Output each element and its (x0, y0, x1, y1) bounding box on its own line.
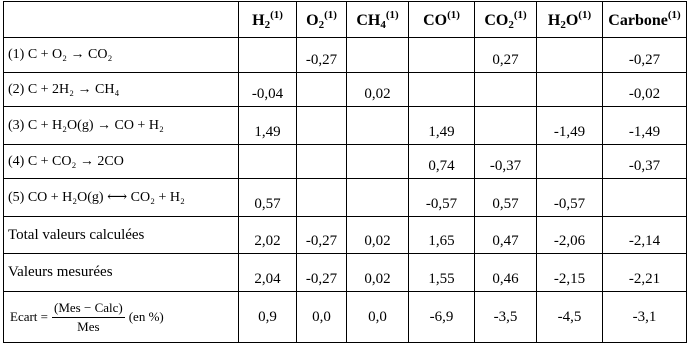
cell-co: 1,49 (409, 107, 475, 145)
cell-carbone: -0,02 (603, 73, 687, 107)
reaction-row-5 (4, 179, 687, 217)
cell-h2o: -1,49 (537, 107, 603, 145)
cell-o2: -0,27 (297, 217, 347, 254)
cell-h2o: -2,06 (537, 217, 603, 254)
results-table (3, 1, 687, 343)
cell-co: -0,57 (409, 179, 475, 217)
cell-carbone: -0,37 (603, 145, 687, 179)
cell-h2o: -4,5 (537, 292, 603, 343)
cell-h2: 2,04 (239, 254, 297, 292)
header-o2: $O_2^{(1)}$ (297, 2, 347, 38)
cell-co: 1,55 (409, 254, 475, 292)
cell-carbone: -3,1 (603, 292, 687, 343)
cell-co: -6,9 (409, 292, 475, 343)
cell-carbone: -1,49 (603, 107, 687, 145)
cell-h2: -0,04 (239, 73, 297, 107)
header-h2: $H_2^{(1)}$ (239, 2, 297, 38)
cell-carbone: -2,21 (603, 254, 687, 292)
header-carbone: Carbone$^{(1)}$ (603, 2, 687, 38)
cell-h2 (239, 38, 297, 73)
cell-co2: -0,37 (475, 145, 537, 179)
reaction-row-2 (4, 73, 687, 107)
cell-h2o (537, 38, 603, 73)
cell-o2 (297, 145, 347, 179)
measured-row (4, 254, 687, 292)
cell-ch4 (347, 38, 409, 73)
cell-h2: 1,49 (239, 107, 297, 145)
total-calculated-label: Total valeurs calculées (4, 217, 239, 254)
reaction-row-3 (4, 107, 687, 145)
header-co: CO$^{(1)}$ (409, 2, 475, 38)
cell-h2: 0,9 (239, 292, 297, 343)
cell-ch4 (347, 179, 409, 217)
ecart-row (4, 292, 687, 343)
cell-ch4: 0,02 (347, 73, 409, 107)
cell-h2 (239, 145, 297, 179)
cell-co2 (475, 73, 537, 107)
cell-o2 (297, 179, 347, 217)
cell-h2o (537, 73, 603, 107)
header-ch4: $CH_4^{(1)}$ (347, 2, 409, 38)
cell-co (409, 73, 475, 107)
header-co2: $CO_2^{(1)}$ (475, 2, 537, 38)
ecart-denominator: Mes (77, 318, 100, 334)
cell-co2 (475, 107, 537, 145)
cell-carbone: -2,14 (603, 217, 687, 254)
cell-o2: -0,27 (297, 254, 347, 292)
cell-o2: 0,0 (297, 292, 347, 343)
ecart-suffix: (en %) (128, 309, 164, 324)
cell-co2: -3,5 (475, 292, 537, 343)
header-blank (4, 2, 239, 38)
ecart-numerator: (Mes − Calc) (52, 300, 125, 318)
cell-o2 (297, 73, 347, 107)
cell-co (409, 38, 475, 73)
ecart-fraction (52, 300, 125, 335)
cell-co: 1,65 (409, 217, 475, 254)
cell-co: 0,74 (409, 145, 475, 179)
cell-h2o (537, 145, 603, 179)
reaction-row-4 (4, 145, 687, 179)
cell-ch4 (347, 107, 409, 145)
reaction-label: (1) C + O₂ → CO₂ (4, 38, 239, 73)
cell-co2: 0,57 (475, 179, 537, 217)
ecart-prefix: Ecart = (10, 309, 49, 324)
cell-ch4: 0,02 (347, 217, 409, 254)
total-calculated-row (4, 217, 687, 254)
cell-o2: -0,27 (297, 38, 347, 73)
reaction-label: (3) C + H₂O(g) → CO + H₂ (4, 107, 239, 145)
reaction-row-1 (4, 38, 687, 73)
header-row (4, 2, 687, 38)
cell-co2: 0,27 (475, 38, 537, 73)
cell-h2o: -2,15 (537, 254, 603, 292)
cell-ch4: 0,02 (347, 254, 409, 292)
cell-o2 (297, 107, 347, 145)
cell-carbone: -0,27 (603, 38, 687, 73)
reaction-label: (4) C + CO₂ → 2CO (4, 145, 239, 179)
cell-h2: 2,02 (239, 217, 297, 254)
cell-co2: 0,46 (475, 254, 537, 292)
cell-ch4 (347, 145, 409, 179)
reaction-label: (2) C + 2H₂ → CH₄ (4, 73, 239, 107)
cell-ch4: 0,0 (347, 292, 409, 343)
cell-h2: 0,57 (239, 179, 297, 217)
ecart-label (4, 292, 239, 343)
reaction-label: (5) CO + H₂O(g) ⟷ CO₂ + H₂ (4, 179, 239, 217)
header-h2o: $H_2O^{(1)}$ (537, 2, 603, 38)
cell-carbone (603, 179, 687, 217)
cell-co2: 0,47 (475, 217, 537, 254)
measured-label: Valeurs mesurées (4, 254, 239, 292)
cell-h2o: -0,57 (537, 179, 603, 217)
